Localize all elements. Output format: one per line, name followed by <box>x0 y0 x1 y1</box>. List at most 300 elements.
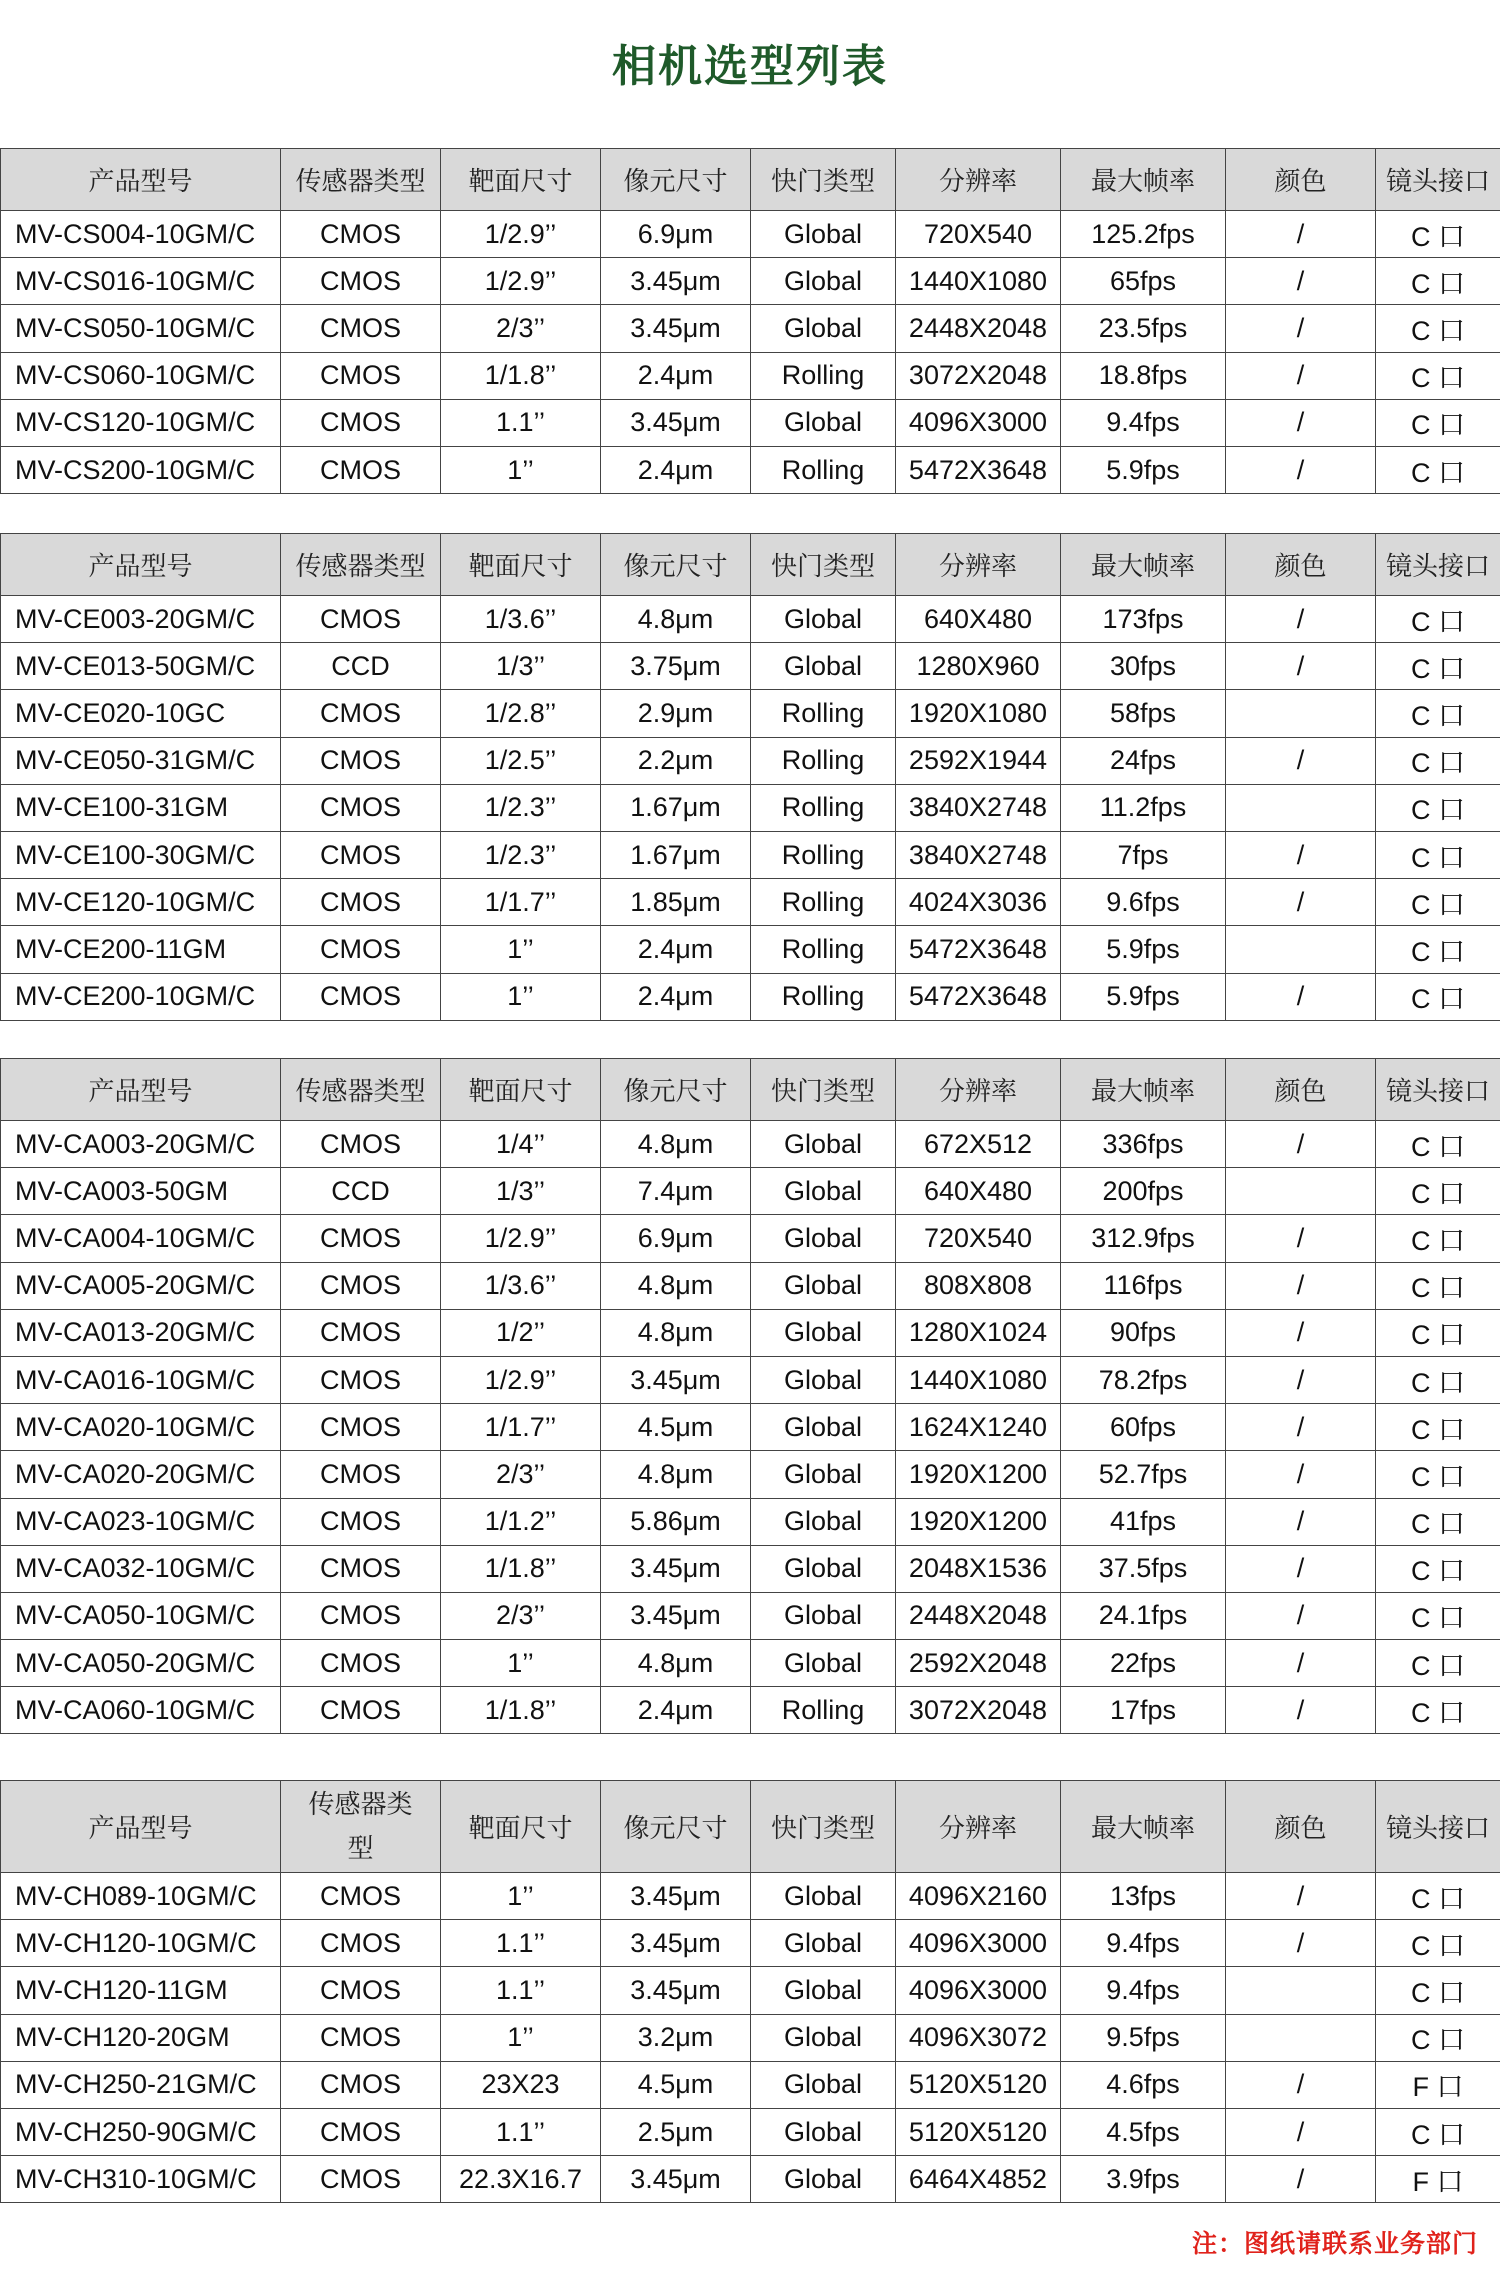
cell-sensor-type: CMOS <box>281 352 441 399</box>
cell-lens-mount: C 口 <box>1376 399 1500 446</box>
table-row <box>1 784 1500 831</box>
cell-lens-mount: C 口 <box>1376 1498 1500 1545</box>
table-header-row <box>1 1781 1500 1873</box>
cell-shutter-type: Global <box>751 1640 896 1687</box>
cell-color: / <box>1226 1309 1376 1356</box>
cell-pixel-size: 1.67μm <box>601 784 751 831</box>
cell-sensor-size: 1/3.6’’ <box>441 596 601 643</box>
cell-sensor-size: 1.1’’ <box>441 399 601 446</box>
table-row <box>1 2014 1500 2061</box>
cell-max-fps: 13fps <box>1061 1873 1226 1920</box>
cell-color: / <box>1226 446 1376 493</box>
table-row <box>1 1121 1500 1168</box>
cell-max-fps: 9.4fps <box>1061 399 1226 446</box>
cell-model: MV-CA020-20GM/C <box>1 1451 281 1498</box>
cell-sensor-type: CMOS <box>281 596 441 643</box>
cell-resolution: 1920X1080 <box>896 690 1061 737</box>
cell-pixel-size: 3.2μm <box>601 2014 751 2061</box>
cell-lens-mount: C 口 <box>1376 2108 1500 2155</box>
cell-sensor-type: CMOS <box>281 1356 441 1403</box>
cell-sensor-type: CMOS <box>281 258 441 305</box>
table-row <box>1 973 1500 1020</box>
cell-lens-mount: C 口 <box>1376 305 1500 352</box>
cell-resolution: 1920X1200 <box>896 1498 1061 1545</box>
cell-sensor-type: CMOS <box>281 1309 441 1356</box>
cell-lens-mount: C 口 <box>1376 1262 1500 1309</box>
cell-sensor-type: CCD <box>281 643 441 690</box>
cell-color <box>1226 690 1376 737</box>
cell-sensor-type: CMOS <box>281 1404 441 1451</box>
cell-sensor-size: 1/2.8’’ <box>441 690 601 737</box>
cell-pixel-size: 6.9μm <box>601 211 751 258</box>
camera-table-cs <box>0 148 1500 494</box>
cell-max-fps: 116fps <box>1061 1262 1226 1309</box>
cell-pixel-size: 4.5μm <box>601 2061 751 2108</box>
cell-sensor-type: CMOS <box>281 1451 441 1498</box>
cell-model: MV-CE200-10GM/C <box>1 973 281 1020</box>
table-row <box>1 1967 1500 2014</box>
cell-shutter-type: Rolling <box>751 352 896 399</box>
cell-shutter-type: Global <box>751 1262 896 1309</box>
cell-resolution: 1440X1080 <box>896 258 1061 305</box>
camera-table-ca <box>0 1058 1500 1734</box>
cell-pixel-size: 3.75μm <box>601 643 751 690</box>
cell-resolution: 720X540 <box>896 211 1061 258</box>
cell-max-fps: 4.6fps <box>1061 2061 1226 2108</box>
cell-sensor-size: 1’’ <box>441 2014 601 2061</box>
cell-sensor-size: 1/2.5’’ <box>441 737 601 784</box>
cell-model: MV-CE013-50GM/C <box>1 643 281 690</box>
cell-sensor-size: 1’’ <box>441 926 601 973</box>
cell-lens-mount: C 口 <box>1376 596 1500 643</box>
cell-model: MV-CA013-20GM/C <box>1 1309 281 1356</box>
camera-table-ch <box>0 1780 1500 2203</box>
header-model: 产品型号 <box>1 149 281 211</box>
cell-max-fps: 60fps <box>1061 1404 1226 1451</box>
cell-lens-mount: C 口 <box>1376 879 1500 926</box>
table-row <box>1 1404 1500 1451</box>
cell-lens-mount: C 口 <box>1376 973 1500 1020</box>
cell-shutter-type: Rolling <box>751 446 896 493</box>
cell-sensor-size: 1’’ <box>441 1640 601 1687</box>
cell-model: MV-CA032-10GM/C <box>1 1545 281 1592</box>
cell-pixel-size: 4.8μm <box>601 596 751 643</box>
table-header-row <box>1 149 1500 211</box>
table-row <box>1 211 1500 258</box>
cell-max-fps: 200fps <box>1061 1168 1226 1215</box>
cell-max-fps: 78.2fps <box>1061 1356 1226 1403</box>
cell-color: / <box>1226 1498 1376 1545</box>
cell-resolution: 4096X3000 <box>896 1967 1061 2014</box>
cell-resolution: 2048X1536 <box>896 1545 1061 1592</box>
cell-model: MV-CS004-10GM/C <box>1 211 281 258</box>
cell-sensor-size: 1/2.3’’ <box>441 831 601 878</box>
cell-model: MV-CA020-10GM/C <box>1 1404 281 1451</box>
cell-color <box>1226 2014 1376 2061</box>
cell-sensor-size: 1/4’’ <box>441 1121 601 1168</box>
cell-resolution: 5472X3648 <box>896 926 1061 973</box>
cell-max-fps: 18.8fps <box>1061 352 1226 399</box>
cell-pixel-size: 1.85μm <box>601 879 751 926</box>
cell-resolution: 672X512 <box>896 1121 1061 1168</box>
cell-resolution: 3840X2748 <box>896 831 1061 878</box>
cell-lens-mount: C 口 <box>1376 784 1500 831</box>
cell-resolution: 2448X2048 <box>896 305 1061 352</box>
cell-sensor-size: 1/2.9’’ <box>441 1356 601 1403</box>
table-row <box>1 1451 1500 1498</box>
header-shutter-type: 快门类型 <box>751 149 896 211</box>
cell-resolution: 5472X3648 <box>896 973 1061 1020</box>
cell-shutter-type: Global <box>751 643 896 690</box>
table-row <box>1 399 1500 446</box>
cell-pixel-size: 4.8μm <box>601 1262 751 1309</box>
cell-model: MV-CH250-21GM/C <box>1 2061 281 2108</box>
table-row <box>1 1545 1500 1592</box>
header-pixel-size: 像元尺寸 <box>601 1781 751 1873</box>
cell-pixel-size: 4.8μm <box>601 1121 751 1168</box>
table-row <box>1 1309 1500 1356</box>
header-color: 颜色 <box>1226 1781 1376 1873</box>
cell-pixel-size: 3.45μm <box>601 1545 751 1592</box>
header-color: 颜色 <box>1226 534 1376 596</box>
cell-color: / <box>1226 879 1376 926</box>
table-row <box>1 879 1500 926</box>
cell-color: / <box>1226 1451 1376 1498</box>
cell-pixel-size: 4.8μm <box>601 1309 751 1356</box>
header-lens-mount: 镜头接口 <box>1376 534 1500 596</box>
cell-max-fps: 17fps <box>1061 1687 1226 1734</box>
cell-pixel-size: 6.9μm <box>601 1215 751 1262</box>
cell-color: / <box>1226 643 1376 690</box>
cell-shutter-type: Global <box>751 399 896 446</box>
cell-color <box>1226 784 1376 831</box>
table-row <box>1 643 1500 690</box>
cell-shutter-type: Rolling <box>751 879 896 926</box>
table-row <box>1 446 1500 493</box>
cell-model: MV-CA060-10GM/C <box>1 1687 281 1734</box>
cell-model: MV-CE050-31GM/C <box>1 737 281 784</box>
cell-sensor-size: 1/3’’ <box>441 643 601 690</box>
cell-max-fps: 4.5fps <box>1061 2108 1226 2155</box>
cell-color: / <box>1226 2108 1376 2155</box>
cell-sensor-size: 1/2.9’’ <box>441 258 601 305</box>
cell-sensor-type: CMOS <box>281 1545 441 1592</box>
cell-pixel-size: 2.5μm <box>601 2108 751 2155</box>
header-resolution: 分辨率 <box>896 149 1061 211</box>
cell-shutter-type: Global <box>751 305 896 352</box>
header-model: 产品型号 <box>1 1781 281 1873</box>
cell-shutter-type: Global <box>751 1545 896 1592</box>
cell-max-fps: 3.9fps <box>1061 2156 1226 2203</box>
cell-max-fps: 65fps <box>1061 258 1226 305</box>
cell-shutter-type: Global <box>751 2014 896 2061</box>
cell-color: / <box>1226 1920 1376 1967</box>
cell-shutter-type: Global <box>751 2156 896 2203</box>
header-shutter-type: 快门类型 <box>751 1059 896 1121</box>
table-row <box>1 690 1500 737</box>
header-pixel-size: 像元尺寸 <box>601 534 751 596</box>
cell-sensor-size: 1/1.8’’ <box>441 1687 601 1734</box>
table-row <box>1 1873 1500 1920</box>
cell-shutter-type: Global <box>751 596 896 643</box>
cell-max-fps: 24.1fps <box>1061 1592 1226 1639</box>
cell-sensor-type: CMOS <box>281 1967 441 2014</box>
cell-sensor-type: CMOS <box>281 2061 441 2108</box>
page-title: 相机选型列表 <box>612 41 888 92</box>
cell-lens-mount: F 口 <box>1376 2156 1500 2203</box>
table-row <box>1 1498 1500 1545</box>
cell-resolution: 2592X2048 <box>896 1640 1061 1687</box>
cell-model: MV-CS016-10GM/C <box>1 258 281 305</box>
cell-sensor-type: CMOS <box>281 1498 441 1545</box>
cell-lens-mount: C 口 <box>1376 211 1500 258</box>
cell-color: / <box>1226 2156 1376 2203</box>
cell-lens-mount: C 口 <box>1376 737 1500 784</box>
cell-lens-mount: C 口 <box>1376 1640 1500 1687</box>
cell-shutter-type: Global <box>751 2061 896 2108</box>
cell-model: MV-CA016-10GM/C <box>1 1356 281 1403</box>
header-sensor-size: 靶面尺寸 <box>441 1059 601 1121</box>
cell-shutter-type: Global <box>751 1309 896 1356</box>
header-model: 产品型号 <box>1 1059 281 1121</box>
header-resolution: 分辨率 <box>896 1781 1061 1873</box>
cell-sensor-size: 1/3’’ <box>441 1168 601 1215</box>
cell-resolution: 5120X5120 <box>896 2108 1061 2155</box>
cell-sensor-size: 1/3.6’’ <box>441 1262 601 1309</box>
cell-sensor-type: CMOS <box>281 305 441 352</box>
cell-lens-mount: C 口 <box>1376 1592 1500 1639</box>
header-sensor-type: 传感器类型 <box>281 1059 441 1121</box>
cell-resolution: 3072X2048 <box>896 352 1061 399</box>
cell-sensor-size: 22.3X16.7 <box>441 2156 601 2203</box>
cell-max-fps: 90fps <box>1061 1309 1226 1356</box>
cell-sensor-type: CMOS <box>281 1262 441 1309</box>
cell-pixel-size: 3.45μm <box>601 1967 751 2014</box>
cell-max-fps: 9.4fps <box>1061 1920 1226 1967</box>
cell-resolution: 720X540 <box>896 1215 1061 1262</box>
cell-lens-mount: C 口 <box>1376 258 1500 305</box>
header-resolution: 分辨率 <box>896 1059 1061 1121</box>
cell-max-fps: 9.4fps <box>1061 1967 1226 2014</box>
cell-max-fps: 52.7fps <box>1061 1451 1226 1498</box>
cell-resolution: 1280X1024 <box>896 1309 1061 1356</box>
cell-lens-mount: C 口 <box>1376 1168 1500 1215</box>
cell-sensor-type: CMOS <box>281 1873 441 1920</box>
cell-color: / <box>1226 737 1376 784</box>
cell-sensor-type: CMOS <box>281 1640 441 1687</box>
cell-sensor-type: CMOS <box>281 784 441 831</box>
cell-shutter-type: Rolling <box>751 690 896 737</box>
header-shutter-type: 快门类型 <box>751 534 896 596</box>
cell-model: MV-CA003-20GM/C <box>1 1121 281 1168</box>
cell-color: / <box>1226 211 1376 258</box>
header-lens-mount: 镜头接口 <box>1376 149 1500 211</box>
cell-lens-mount: C 口 <box>1376 1451 1500 1498</box>
cell-pixel-size: 3.45μm <box>601 1873 751 1920</box>
cell-model: MV-CH310-10GM/C <box>1 2156 281 2203</box>
cell-max-fps: 9.5fps <box>1061 2014 1226 2061</box>
cell-pixel-size: 4.8μm <box>601 1640 751 1687</box>
cell-resolution: 4096X3000 <box>896 399 1061 446</box>
cell-max-fps: 11.2fps <box>1061 784 1226 831</box>
cell-sensor-type: CMOS <box>281 926 441 973</box>
cell-shutter-type: Rolling <box>751 831 896 878</box>
cell-lens-mount: C 口 <box>1376 1967 1500 2014</box>
cell-sensor-size: 1/1.7’’ <box>441 879 601 926</box>
cell-sensor-type: CMOS <box>281 1592 441 1639</box>
cell-resolution: 1280X960 <box>896 643 1061 690</box>
cell-model: MV-CE100-31GM <box>1 784 281 831</box>
table-row <box>1 2156 1500 2203</box>
cell-max-fps: 173fps <box>1061 596 1226 643</box>
cell-pixel-size: 3.45μm <box>601 1592 751 1639</box>
table-row <box>1 1592 1500 1639</box>
cell-lens-mount: C 口 <box>1376 1121 1500 1168</box>
header-sensor-size: 靶面尺寸 <box>441 149 601 211</box>
cell-model: MV-CH120-20GM <box>1 2014 281 2061</box>
table-row <box>1 1920 1500 1967</box>
cell-model: MV-CS050-10GM/C <box>1 305 281 352</box>
cell-color: / <box>1226 1687 1376 1734</box>
cell-shutter-type: Global <box>751 1920 896 1967</box>
cell-model: MV-CH089-10GM/C <box>1 1873 281 1920</box>
cell-shutter-type: Rolling <box>751 737 896 784</box>
table-row <box>1 305 1500 352</box>
header-max-fps: 最大帧率 <box>1061 149 1226 211</box>
cell-sensor-type: CMOS <box>281 879 441 926</box>
cell-shutter-type: Rolling <box>751 1687 896 1734</box>
header-max-fps: 最大帧率 <box>1061 1059 1226 1121</box>
cell-sensor-type: CMOS <box>281 1687 441 1734</box>
cell-sensor-type: CMOS <box>281 446 441 493</box>
cell-max-fps: 9.6fps <box>1061 879 1226 926</box>
cell-pixel-size: 3.45μm <box>601 305 751 352</box>
cell-shutter-type: Global <box>751 1498 896 1545</box>
cell-pixel-size: 3.45μm <box>601 1920 751 1967</box>
cell-model: MV-CA004-10GM/C <box>1 1215 281 1262</box>
cell-color: / <box>1226 1640 1376 1687</box>
cell-max-fps: 5.9fps <box>1061 926 1226 973</box>
cell-shutter-type: Rolling <box>751 973 896 1020</box>
camera-table-ce <box>0 533 1500 1021</box>
header-sensor-type: 传感器类 型 <box>281 1781 441 1873</box>
header-color: 颜色 <box>1226 1059 1376 1121</box>
cell-lens-mount: C 口 <box>1376 1356 1500 1403</box>
header-sensor-type: 传感器类型 <box>281 534 441 596</box>
table-row <box>1 1262 1500 1309</box>
cell-resolution: 3840X2748 <box>896 784 1061 831</box>
cell-color <box>1226 1168 1376 1215</box>
cell-color: / <box>1226 1592 1376 1639</box>
cell-color: / <box>1226 2061 1376 2108</box>
cell-pixel-size: 1.67μm <box>601 831 751 878</box>
cell-color: / <box>1226 831 1376 878</box>
header-max-fps: 最大帧率 <box>1061 534 1226 596</box>
cell-color: / <box>1226 1873 1376 1920</box>
cell-resolution: 1440X1080 <box>896 1356 1061 1403</box>
header-sensor-size: 靶面尺寸 <box>441 1781 601 1873</box>
cell-sensor-size: 1/2.9’’ <box>441 211 601 258</box>
cell-resolution: 4096X3000 <box>896 1920 1061 1967</box>
cell-shutter-type: Global <box>751 1215 896 1262</box>
cell-pixel-size: 3.45μm <box>601 1356 751 1403</box>
cell-model: MV-CH250-90GM/C <box>1 2108 281 2155</box>
cell-sensor-type: CMOS <box>281 690 441 737</box>
cell-model: MV-CE003-20GM/C <box>1 596 281 643</box>
cell-model: MV-CA050-20GM/C <box>1 1640 281 1687</box>
cell-lens-mount: C 口 <box>1376 926 1500 973</box>
cell-max-fps: 5.9fps <box>1061 446 1226 493</box>
cell-max-fps: 5.9fps <box>1061 973 1226 1020</box>
cell-color: / <box>1226 973 1376 1020</box>
cell-pixel-size: 2.9μm <box>601 690 751 737</box>
cell-resolution: 4024X3036 <box>896 879 1061 926</box>
cell-lens-mount: C 口 <box>1376 1309 1500 1356</box>
cell-max-fps: 41fps <box>1061 1498 1226 1545</box>
cell-shutter-type: Global <box>751 1121 896 1168</box>
cell-resolution: 3072X2048 <box>896 1687 1061 1734</box>
cell-resolution: 5120X5120 <box>896 2061 1061 2108</box>
cell-sensor-size: 2/3’’ <box>441 1451 601 1498</box>
table-row <box>1 596 1500 643</box>
cell-sensor-type: CMOS <box>281 1215 441 1262</box>
cell-color: / <box>1226 1404 1376 1451</box>
cell-pixel-size: 2.4μm <box>601 1687 751 1734</box>
cell-lens-mount: C 口 <box>1376 1215 1500 1262</box>
cell-lens-mount: C 口 <box>1376 1873 1500 1920</box>
cell-sensor-type: CMOS <box>281 2108 441 2155</box>
cell-sensor-type: CMOS <box>281 2156 441 2203</box>
cell-resolution: 1624X1240 <box>896 1404 1061 1451</box>
table-row <box>1 926 1500 973</box>
cell-sensor-type: CMOS <box>281 973 441 1020</box>
cell-shutter-type: Global <box>751 258 896 305</box>
cell-color: / <box>1226 305 1376 352</box>
header-sensor-size: 靶面尺寸 <box>441 534 601 596</box>
cell-sensor-size: 1/1.8’’ <box>441 1545 601 1592</box>
header-model: 产品型号 <box>1 534 281 596</box>
cell-model: MV-CS200-10GM/C <box>1 446 281 493</box>
cell-pixel-size: 2.4μm <box>601 446 751 493</box>
cell-max-fps: 7fps <box>1061 831 1226 878</box>
table-row <box>1 1356 1500 1403</box>
cell-color: / <box>1226 596 1376 643</box>
cell-max-fps: 312.9fps <box>1061 1215 1226 1262</box>
cell-max-fps: 24fps <box>1061 737 1226 784</box>
cell-shutter-type: Global <box>751 1873 896 1920</box>
header-color: 颜色 <box>1226 149 1376 211</box>
footnote: 注：图纸请联系业务部门 <box>1191 2229 1478 2258</box>
cell-lens-mount: C 口 <box>1376 1687 1500 1734</box>
cell-pixel-size: 7.4μm <box>601 1168 751 1215</box>
cell-sensor-type: CCD <box>281 1168 441 1215</box>
cell-lens-mount: C 口 <box>1376 446 1500 493</box>
cell-sensor-size: 23X23 <box>441 2061 601 2108</box>
cell-model: MV-CS120-10GM/C <box>1 399 281 446</box>
header-lens-mount: 镜头接口 <box>1376 1059 1500 1121</box>
cell-color: / <box>1226 1121 1376 1168</box>
cell-color <box>1226 1967 1376 2014</box>
cell-sensor-size: 1’’ <box>441 973 601 1020</box>
cell-max-fps: 23.5fps <box>1061 305 1226 352</box>
cell-shutter-type: Global <box>751 1168 896 1215</box>
cell-lens-mount: C 口 <box>1376 643 1500 690</box>
cell-lens-mount: F 口 <box>1376 2061 1500 2108</box>
cell-pixel-size: 2.4μm <box>601 926 751 973</box>
header-max-fps: 最大帧率 <box>1061 1781 1226 1873</box>
cell-lens-mount: C 口 <box>1376 690 1500 737</box>
table-row <box>1 2061 1500 2108</box>
